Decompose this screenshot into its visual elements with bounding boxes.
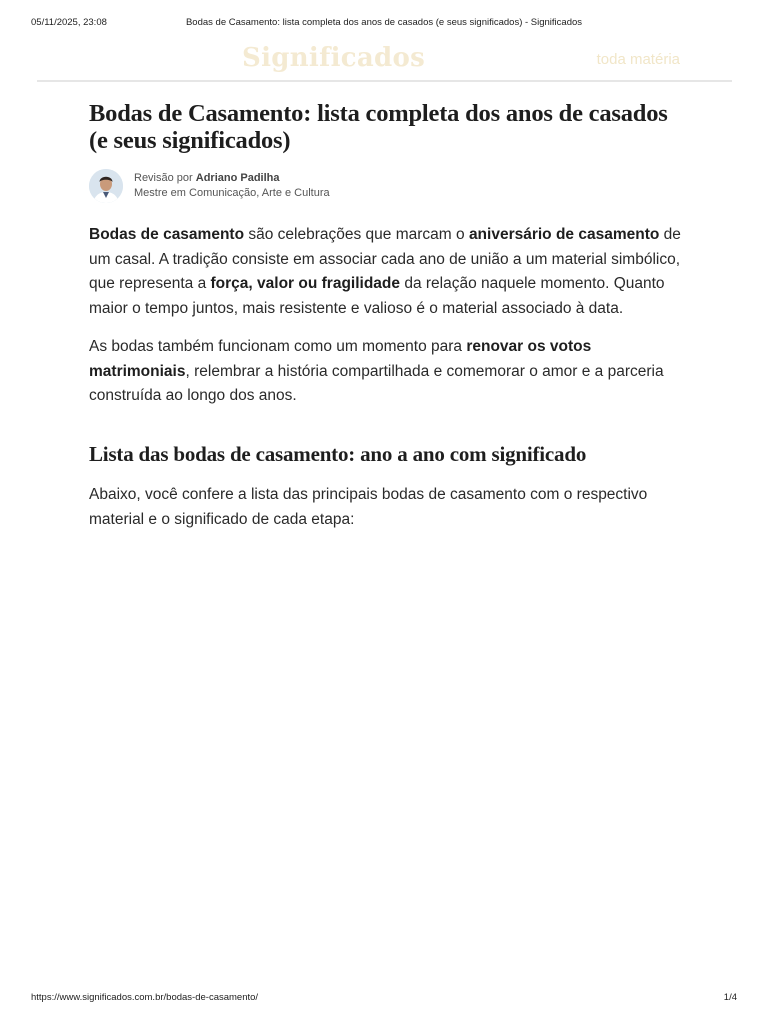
site-logo[interactable]: Significados [242, 43, 426, 73]
section-heading: Lista das bodas de casamento: ano a ano com significado [89, 441, 587, 466]
byline [89, 169, 681, 203]
page-number: 1/4 [723, 992, 737, 1003]
print-datetime: 05/11/2025, 23:08 [31, 17, 107, 28]
print-header [31, 17, 737, 31]
intro-paragraph [89, 223, 681, 322]
print-page-title: Bodas de Casamento: lista completa dos anos de casados (e seus significados) - Significados [185, 17, 583, 28]
bold-text: força, valor ou fragilidade [210, 275, 401, 293]
second-paragraph [89, 335, 681, 409]
article [89, 100, 681, 532]
byline-prefix: Revisão por [134, 172, 193, 184]
bold-text: aniversário de casamento [468, 226, 660, 243]
paragraph-text: de um casal. A tradição consiste em associar cada ano de união a um material simbólico, que representa a [89, 226, 681, 293]
paragraph-text: As bodas também funcionam como um momento para [89, 337, 467, 355]
reviewer-credentials: Mestre em Comunicação, Arte e Cultura [134, 187, 330, 199]
article-title: Bodas de Casamento: lista completa dos anos de casados (e seus significados) [89, 100, 668, 154]
site-header [37, 40, 732, 82]
paragraph-text: são celebrações que marcam o [244, 226, 469, 243]
print-url: https://www.significados.com.br/bodas-de-casamento/ [31, 992, 259, 1003]
partner-link[interactable]: toda matéria [596, 51, 680, 68]
article-content [89, 223, 681, 532]
paragraph-text: da relação naquele momento. Quanto maior o tempo juntos, mais resistente e valioso é o material associado à data. [89, 275, 665, 318]
reviewer-name[interactable]: Adriano Padilha [195, 172, 280, 184]
bold-text: renovar os votos matrimoniais [89, 337, 592, 380]
list-intro-paragraph: Abaixo, você confere a lista das principais bodas de casamento com o respectivo material e o significado de cada etapa: [89, 485, 648, 528]
reviewer-photo-icon [89, 169, 123, 203]
byline-text [134, 171, 330, 201]
paragraph-text: , relembrar a história compartilhada e comemorar o amor e a parceria construída ao longo dos anos. [89, 362, 664, 405]
print-footer [31, 992, 737, 1006]
reviewer-avatar[interactable] [89, 169, 123, 203]
bold-text: Bodas de casamento [89, 226, 245, 243]
